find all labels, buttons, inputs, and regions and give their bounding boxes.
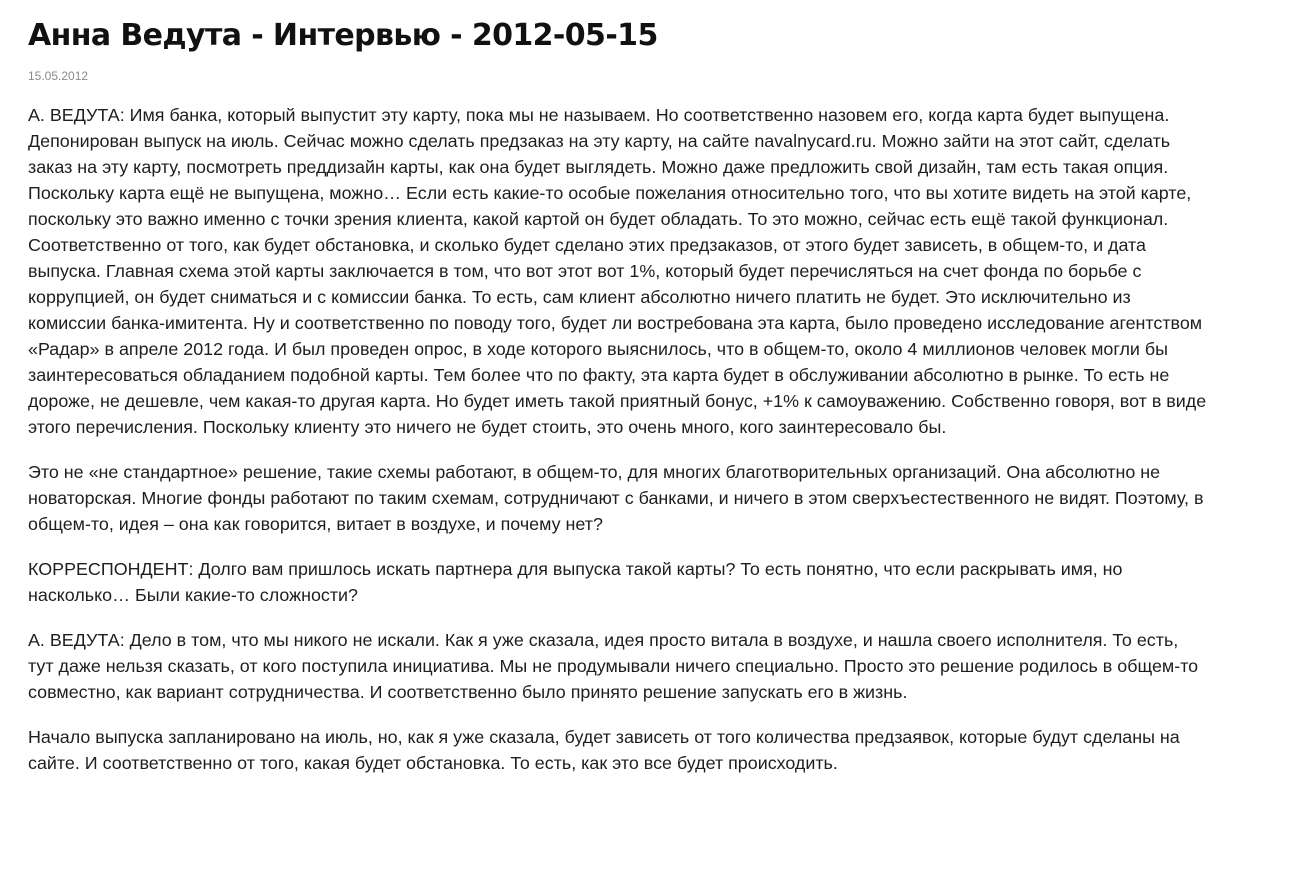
publish-date: 15.05.2012	[28, 69, 89, 83]
page-title: Анна Ведута - Интервью - 2012-05-15	[28, 18, 658, 53]
paragraph-4: А. ВЕДУТА: Дело в том, что мы никого не искали. Как я уже сказала, идея просто витала в воздухе, и нашла своего исполнителя. То есть, тут даже нельзя сказать, от кого поступила инициатива. Мы не продумывали ничего специально. Просто это решение родилось в общем-то совместно, как вариант сотрудничества. И соответственно было принято решение запускать его в жизнь.	[28, 630, 1199, 702]
paragraph-5: Начало выпуска запланировано на июль, но, как я уже сказала, будет зависеть от того количества предзаявок, которые будут сделаны на сайте. И соответственно от того, какая будет обстановка. То есть, как это все будет происходить.	[28, 727, 1180, 773]
paragraph-1: А. ВЕДУТА: Имя банка, который выпустит эту карту, пока мы не называем. Но соответственно назовем его, когда карта будет выпущена. Депонирован выпуск на июль. Сейчас можно сделать предзаказ на эту карту, на сайте navalnycard.ru. Можно зайти на этот сайт, сделать заказ на эту карту, посмотреть преддизайн карты, как она будет выглядеть. Можно даже предложить свой дизайн, там есть такая опция. Поскольку карта ещё не выпущена, можно… Если есть какие-то особые пожелания относительно того, что вы хотите видеть на этой карте, поскольку это важно именно с точки зрения клиента, какой картой он будет обладать. То это можно, сейчас есть ещё такой функционал. Соответственно от того, как будет обстановка, и сколько будет сделано этих предзаказов, от этого будет зависеть, в общем-то, и дата выпуска. Главная схема этой карты заключается в том, что вот этот вот 1%, который будет перечисляться на счет фонда по борьбе с коррупцией, он будет сниматься и с комиссии банка. То есть, сам клиент абсолютно ничего платить не будет. Это исключительно из комиссии банка-имитента. Ну и соответственно по поводу того, будет ли востребована эта карта, было проведено исследование агентством «Радар» в апреле 2012 года. И был проведен опрос, в ходе которого выяснилось, что в общем-то, около 4 миллионов человек могли бы заинтересоваться обладанием подобной карты. Тем более что по факту, эта карта будет в обслуживании абсолютно в рынке. То есть не дороже, не дешевле, чем какая-то другая карта. Но будет иметь такой приятный бонус, +1% к самоуважению. Собственно говоря, вот в виде этого перечисления. Поскольку клиенту это ничего не будет стоить, это очень много, кого заинтересовало бы.	[28, 105, 1207, 437]
paragraph-2: Это не «не стандартное» решение, такие схемы работают, в общем-то, для многих благотворительных организаций. Она абсолютно не новаторская. Многие фонды работают по таким схемам, сотрудничают с банками, и ничего в этом сверхъестественного не видят. Поэтому, в общем-то, идея – она как говорится, витает в воздухе, и почему нет?	[28, 462, 1204, 534]
article-body	[28, 102, 1208, 776]
paragraph-3: КОРРЕСПОНДЕНТ: Долго вам пришлось искать партнера для выпуска такой карты? То есть понятно, что если раскрывать имя, но насколько… Были какие-то сложности?	[28, 559, 1123, 605]
